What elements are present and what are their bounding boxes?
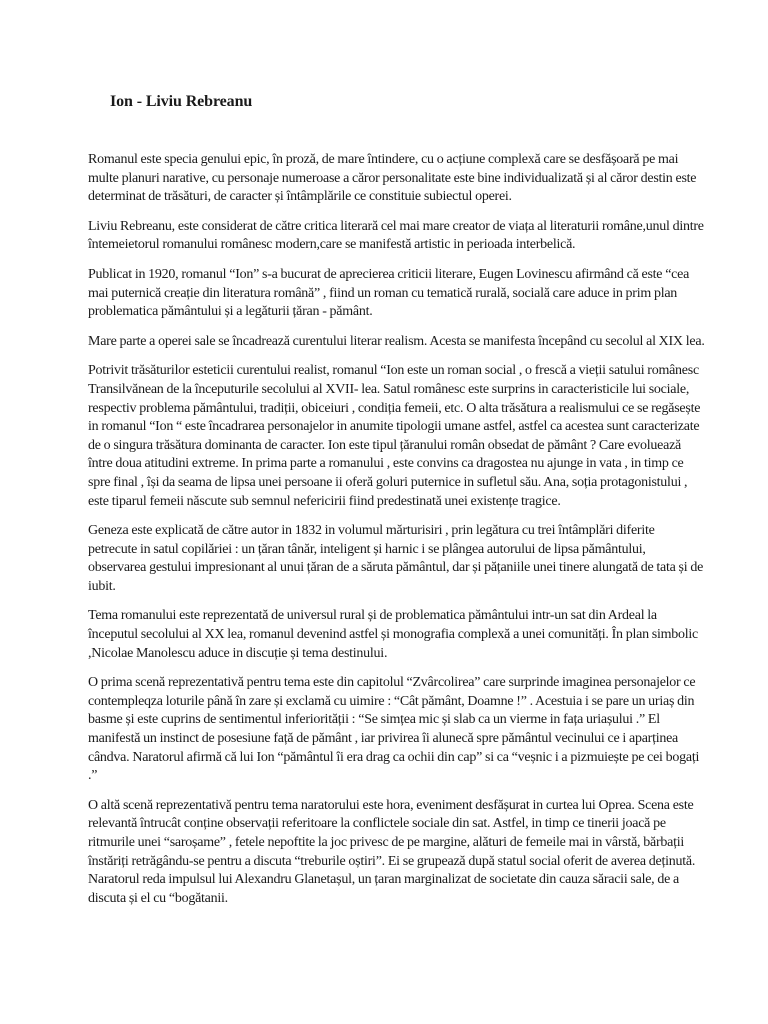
document-body (88, 151, 706, 919)
paragraph-genesis: Geneza este explicată de către autor in 1832 in volumul mărturisiri , prin legătura cu trei întâmplări diferite petrecute in satul copilăriei : un țăran tânăr, inteligent și harnic i se plângea autorului de lipsa pământului, observarea gestului impresionant al unui țăran de a săruta pământul, dar și pățaniile unei tinere alungată de tata și de iubit. (88, 523, 704, 594)
paragraph-realism: Mare parte a operei sale se încadrează curentului literar realism. Acesta se manifesta începând cu secolul al XIX lea. (88, 333, 705, 349)
paragraph-definition: Romanul este specia genului epic, în proză, de mare întindere, cu o acțiune complexă care se desfășoară pe mai multe planuri narative, cu personaje numeroase a căror personalitate este bine individualizată și al căror destin este determinat de trăsături, de caracter și întâmplările ce constituie subiectul operei. (88, 152, 697, 205)
paragraph-first-scene: O prima scenă reprezentativă pentru tema este din capitolul “Zvârcolirea” care surprinde imaginea personajelor ce contempleqza loturile până în zare și exclamă cu uimire : “Cât pământ, Doamne !” . Acestuia i se pare un uriaș din basme și este cuprins de sentimentul inferiorității : “Se simțea mic și slab ca un vierme in fața uriașului .” El manifestă un instinct de posesiune față de pământ , iar privirea îi alunecă spre pământul vecinului ce i aparținea cândva. Naratorul afirmă că lui Ion “pământul îi era drag ca ochii din cap” si ca “veșnic i a pizmuiește pe cei bogați .” (88, 675, 700, 784)
paragraph-second-scene: O altă scenă reprezentativă pentru tema naratorului este hora, eveniment desfășurat in curtea lui Oprea. Scena este relevantă întrucât conține observații referitoare la conflictele sociale din sat. Astfel, in timp ce tinerii joacă pe ritmurile unei “saroșame” , fetele nepoftite la joc privesc de pe margine, alături de femeile mai in vârstă, bărbații înstăriți retrăgându-se pentru a discuta “treburile oștiri”. Ei se grupează după statul social oferit de averea deținută. Naratorul reda impulsul lui Alexandru Glanetașul, un țaran marginalizat de societate din cauza săracii sale, de a discuta și el cu “bogătanii. (88, 797, 696, 906)
paragraph-author: Liviu Rebreanu, este considerat de către critica literară cel mai mare creator de viața al literaturii române,unul dintre întemeietorul romanului românesc modern,care se manifestă artistic in perioada interbelică. (88, 218, 704, 253)
paragraph-theme: Tema romanului este reprezentată de universul rural și de problematica pământului intr-un sat din Ardeal la începutul secolului al XX lea, romanul devenind astfel și monografia complexă a unei comunități. În plan simbolic ,Nicolae Manolescu aduce in discuție și tema destinului. (88, 608, 698, 661)
document-title: Ion - Liviu Rebreanu (110, 93, 253, 110)
paragraph-realist-traits: Potrivit trăsăturilor esteticii curentului realist, romanul “Ion este un roman social , o frescă a vieții satului românesc Transilvănean de la începuturile secolului al XVII- lea. Satul românesc este surprins in caracteristicile lui sociale, respectiv problema pământului, tradiții, obiceiuri , condiția femeii, etc. O alta trăsătura a realismului ce se regăsește in romanul “Ion “ este încadrarea personajelor in anumite tipologii umane astfel, astfel ca acestea sunt caracterizate de o singura trăsătura dominanta de caracter. Ion este tipul țăranului român obsedat de pământ ? Care evoluează între doua atitudini extreme. In prima parte a romanului , este convins ca dragostea nu ajunge in vata , in timp ce spre final , își da seama de lipsa unei persoane ii oferă goluri puternice in sufletul său. Ana, soția protagonistului , este tiparul femeii născute sub semnul nefericirii fiind predestinată unei existențe tragice. (88, 363, 701, 509)
paragraph-publication: Publicat in 1920, romanul “Ion” s-a bucurat de aprecierea criticii literare, Eugen Lovinescu afirmând că este “cea mai puternică creație din literatura română” , fiind un roman cu tematică rurală, socială care aduce in prim plan problematica pământului și a legăturii țăran - pământ. (88, 266, 690, 320)
